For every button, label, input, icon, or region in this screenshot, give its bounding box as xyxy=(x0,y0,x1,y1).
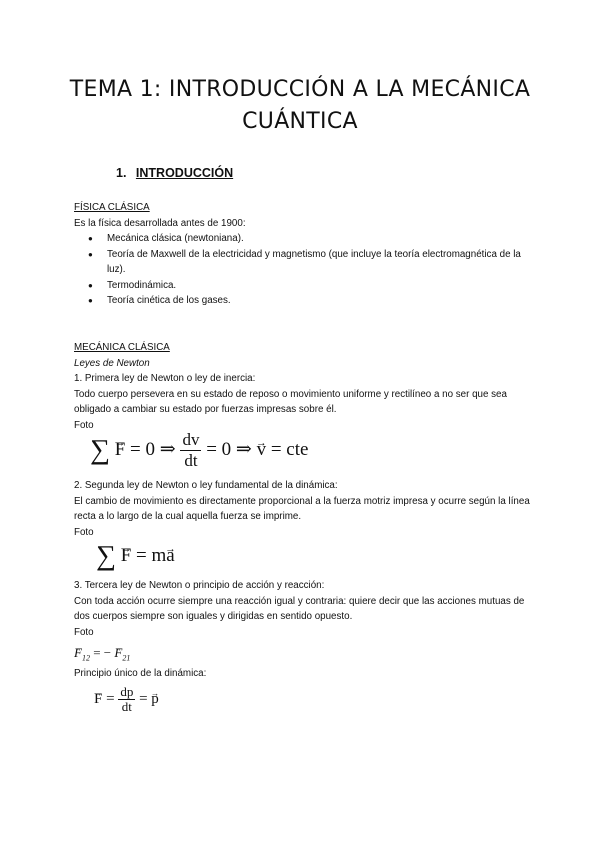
eq-sign: = xyxy=(106,691,115,707)
section-heading-introduccion xyxy=(116,166,233,180)
force-12-vector: → F xyxy=(74,643,82,663)
numerator: dv xyxy=(182,430,200,450)
law2-title: 2. Segunda ley de Newton o ley fundamental de la dinámica: xyxy=(74,480,338,491)
fisica-clasica-block xyxy=(74,200,532,309)
sum-symbol: ∑ xyxy=(90,434,110,466)
leyes-newton-subheading: Leyes de Newton xyxy=(74,357,150,369)
eq-zero-implies-2: = 0 ⇒ xyxy=(206,439,252,460)
force-vector: → F xyxy=(121,540,132,572)
list-item: ● Termodinámica. xyxy=(74,278,532,294)
subscript-21: 21 xyxy=(122,653,131,663)
denominator: dt xyxy=(121,699,132,715)
fraction-dv-dt xyxy=(180,430,201,471)
fisica-clasica-list xyxy=(74,231,532,309)
formula-first-law xyxy=(90,430,308,471)
section-title: INTRODUCCIÓN xyxy=(135,166,234,180)
formula-third-law xyxy=(74,643,130,669)
law3-text: Con toda acción ocurre siempre una reacción igual y contraria: quiere decir que las acciones mutuas de dos cuerpos siempre son iguales y dirigidas en sentido opuesto. xyxy=(74,595,525,622)
eq-m: = m xyxy=(136,545,167,566)
mecanica-clasica-block xyxy=(74,340,532,433)
law3-block xyxy=(74,578,532,640)
list-item: ● Mecánica clásica (newtoniana). xyxy=(74,231,532,247)
numerator: dp xyxy=(120,684,134,700)
fraction-dp-dt xyxy=(118,685,135,714)
acceleration-vector: → a xyxy=(166,540,174,572)
law2-block xyxy=(74,478,532,540)
momentum-dot-vector: → p xyxy=(151,684,159,714)
page-title xyxy=(60,74,540,138)
sum-symbol: ∑ xyxy=(96,540,116,572)
formula-principio-unico xyxy=(94,684,159,714)
mecanica-clasica-heading: MECÁNICA CLÁSICA xyxy=(74,342,170,353)
title-line-1: TEMA 1: INTRODUCCIÓN A LA MECÁNICA xyxy=(69,77,531,102)
law1-text: Todo cuerpo persevera en su estado de reposo o movimiento uniforme y rectilíneo a no ser que sea obligado a cambiar su estado por fuerzas impresas sobre él. xyxy=(74,388,507,415)
force-vector: → F xyxy=(115,430,126,470)
subscript-12: 12 xyxy=(81,653,90,663)
eq-zero-implies: = 0 ⇒ xyxy=(130,439,176,460)
eq-cte: = cte xyxy=(270,439,309,460)
law3-title: 3. Tercera ley de Newton o principio de acción y reacción: xyxy=(74,580,325,591)
law2-foto-label: Foto xyxy=(74,526,94,538)
law1-title: 1. Primera ley de Newton o ley de inercia: xyxy=(74,373,256,384)
denominator: dt xyxy=(184,451,198,471)
force-vector: → F xyxy=(94,684,102,714)
title-line-2: CUÁNTICA xyxy=(242,109,358,134)
law2-text: El cambio de movimiento es directamente proporcional a la fuerza motriz impresa y ocurre según la línea recta a lo largo de la cual aquella fuerza se imprime. xyxy=(74,495,530,522)
velocity-vector: → v xyxy=(257,430,267,470)
eq-minus: = − xyxy=(93,645,112,660)
law3-foto-label: Foto xyxy=(74,626,94,638)
force-21-vector: → F xyxy=(114,643,122,663)
section-number: 1. xyxy=(116,166,127,180)
list-item: ● Teoría de Maxwell de la electricidad y magnetismo (que incluye la teoría electromagnética de la luz). xyxy=(74,247,532,278)
law1-foto-label: Foto xyxy=(74,419,94,431)
principio-block xyxy=(74,666,532,682)
list-item: ● Teoría cinética de los gases. xyxy=(74,293,532,309)
fisica-clasica-intro: Es la física desarrollada antes de 1900: xyxy=(74,217,246,229)
fisica-clasica-heading: FÍSICA CLÁSICA xyxy=(74,202,150,213)
formula-second-law xyxy=(96,540,175,573)
eq-sign-2: = xyxy=(139,691,148,707)
principio-text: Principio único de la dinámica: xyxy=(74,668,207,679)
